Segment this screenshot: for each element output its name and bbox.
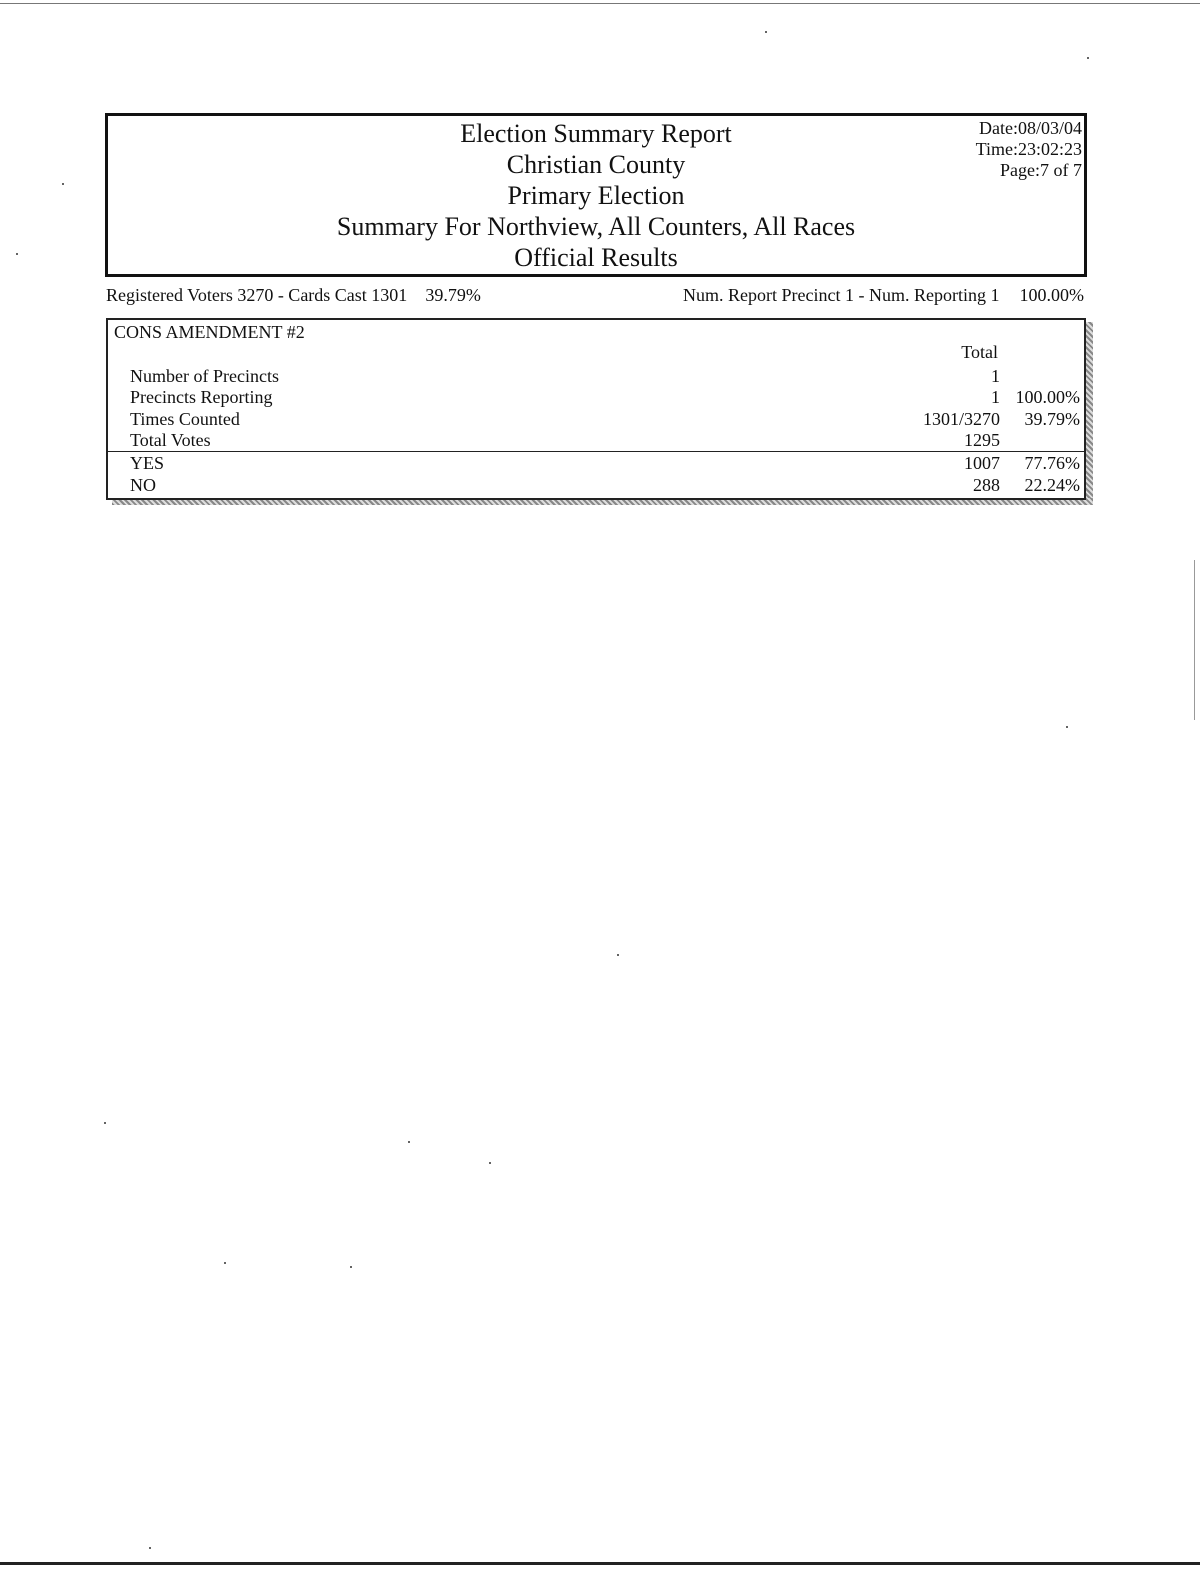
stat-total: 1	[991, 387, 1000, 407]
report-page: Page:7 of 7	[1000, 160, 1082, 180]
stat-label: Number of Precincts	[130, 366, 279, 386]
stat-label: Precincts Reporting	[130, 387, 273, 407]
stat-pct: 100.00%	[1015, 387, 1080, 407]
choice-votes: 1007	[964, 453, 1000, 473]
report-header	[105, 113, 1087, 277]
scan-speck	[350, 1266, 352, 1268]
precinct-report-line	[683, 285, 1084, 306]
choice-row	[108, 453, 1084, 475]
page-edge-right	[1194, 560, 1195, 720]
report-meta	[976, 118, 1082, 181]
choice-label: NO	[130, 475, 156, 495]
precinct-report-text: Num. Report Precinct 1 - Num. Reporting 1	[683, 285, 1000, 305]
scan-speck	[1066, 726, 1068, 728]
stat-label: Times Counted	[130, 409, 240, 429]
county-name: Christian County	[506, 150, 686, 179]
registered-voters-line	[106, 285, 481, 306]
stat-total: 1295	[964, 430, 1000, 450]
scan-speck	[1087, 57, 1089, 59]
page-edge-top	[0, 3, 1200, 4]
turnout-pct: 39.79%	[425, 285, 481, 305]
reporting-pct: 100.00%	[1019, 285, 1084, 305]
scan-speck	[765, 31, 767, 33]
report-title: Election Summary Report	[460, 119, 732, 148]
scan-speck	[62, 183, 64, 185]
choice-pct: 22.24%	[1024, 475, 1080, 495]
total-column-header: Total	[961, 342, 998, 362]
choice-pct: 77.76%	[1024, 453, 1080, 473]
race-title: CONS AMENDMENT #2	[114, 322, 305, 342]
summary-for: Summary For Northview, All Counters, All Races	[336, 212, 856, 241]
scan-speck	[408, 1141, 410, 1143]
report-time: Time:23:02:23	[975, 139, 1082, 159]
stat-row	[108, 430, 1084, 452]
stat-total: 1	[991, 366, 1000, 386]
scan-speck	[489, 1162, 491, 1164]
race-results-box	[106, 318, 1086, 500]
stat-label: Total Votes	[130, 430, 211, 450]
choice-votes: 288	[973, 475, 1000, 495]
scan-speck	[16, 253, 18, 255]
choice-row	[108, 475, 1084, 497]
report-date: Date:08/03/04	[979, 118, 1082, 138]
stat-row	[108, 409, 1084, 431]
election-name: Primary Election	[507, 181, 685, 210]
scan-speck	[149, 1547, 151, 1549]
report-title-block	[108, 118, 1084, 273]
scan-speck	[104, 1122, 106, 1124]
stat-row	[108, 366, 1084, 388]
choice-label: YES	[130, 453, 165, 473]
results-status: Official Results	[514, 243, 678, 272]
stat-row	[108, 387, 1084, 409]
scan-speck	[617, 954, 619, 956]
stat-total: 1301/3270	[922, 409, 1000, 429]
scan-speck	[224, 1262, 226, 1264]
page-edge-bottom	[0, 1562, 1200, 1565]
stat-pct: 39.79%	[1024, 409, 1080, 429]
results-divider	[108, 451, 1084, 452]
registered-cards-text: Registered Voters 3270 - Cards Cast 1301	[106, 285, 408, 305]
